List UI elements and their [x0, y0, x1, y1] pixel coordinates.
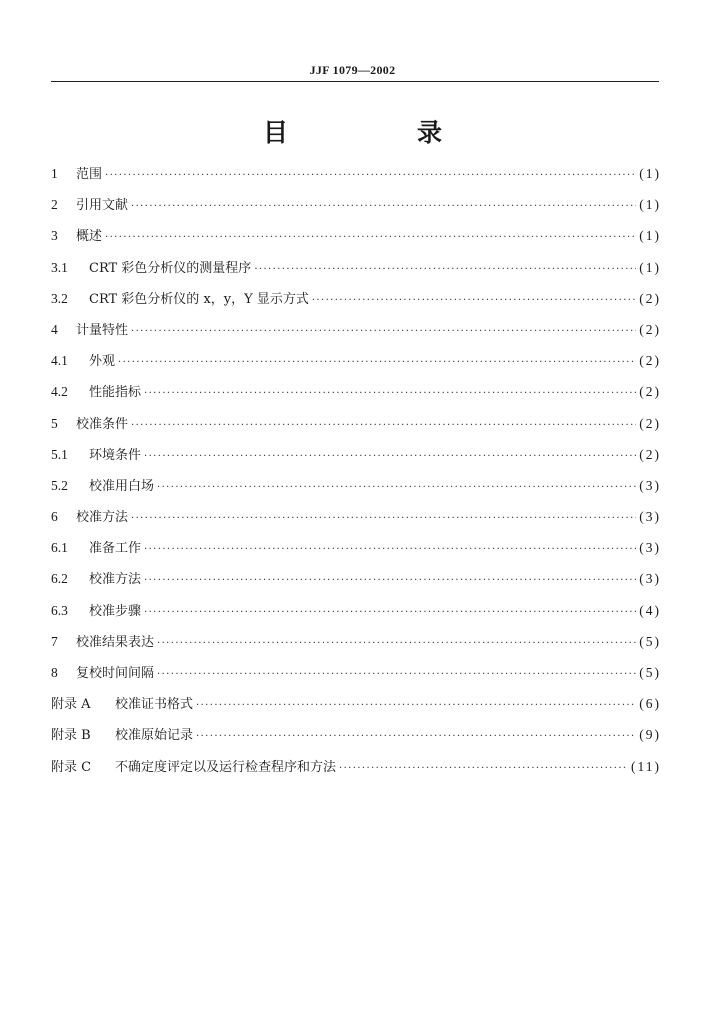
toc-label: 校准方法 [76, 510, 129, 526]
document-code: JJF 1079—2002 [309, 63, 396, 77]
toc-page: (3) [639, 509, 661, 525]
toc-entry-5-2[interactable] [51, 475, 661, 506]
toc-page: (3) [639, 477, 661, 493]
toc-number: 1 [51, 166, 58, 181]
toc-number: 附录 B [51, 728, 91, 744]
toc-page: (1) [639, 259, 661, 275]
toc-entry-3-2[interactable] [51, 288, 661, 319]
toc-entry-6-1[interactable] [51, 537, 661, 568]
toc-label: 准备工作 [89, 541, 142, 557]
toc-entry-8[interactable] [51, 662, 661, 693]
toc-page: (9) [639, 727, 661, 743]
toc-number: 3.2 [51, 290, 68, 306]
dot-leader [196, 700, 636, 711]
toc-number: 5.2 [51, 477, 68, 493]
toc-entry-6-3[interactable] [51, 600, 661, 631]
table-of-contents [51, 163, 661, 787]
toc-page: (1) [639, 166, 661, 181]
toc-number: 5.1 [51, 446, 68, 462]
page-title: 目 录 [262, 118, 494, 147]
dot-leader [144, 451, 636, 462]
dot-leader [144, 607, 636, 618]
toc-number: 4.2 [51, 384, 68, 400]
dot-leader [118, 357, 636, 368]
toc-page: (1) [639, 228, 661, 244]
toc-number: 4 [51, 321, 58, 337]
toc-label: CRT 彩色分析仪的 x，y，Y 显示方式 [89, 291, 309, 307]
toc-label: 校准条件 [76, 416, 129, 432]
toc-number: 6.1 [51, 540, 68, 556]
toc-page: (3) [639, 571, 661, 587]
toc-page: (2) [639, 446, 661, 462]
toc-entry-3-1[interactable] [51, 257, 661, 288]
toc-label: 外观 [89, 354, 116, 370]
toc-entry-5-1[interactable] [51, 444, 661, 475]
toc-number: 6.2 [51, 571, 68, 587]
toc-label: 校准方法 [89, 572, 142, 588]
toc-entry-4[interactable] [51, 319, 661, 350]
header-divider [51, 81, 659, 82]
toc-page: (2) [639, 415, 661, 431]
toc-entry-1[interactable] [51, 163, 661, 194]
toc-entry-appendix-b[interactable] [51, 724, 661, 755]
toc-number: 3 [51, 228, 58, 244]
dot-leader [339, 763, 628, 774]
toc-entry-2[interactable] [51, 194, 661, 225]
toc-entry-4-1[interactable] [51, 350, 661, 381]
toc-number: 5 [51, 415, 58, 431]
dot-leader [254, 264, 636, 275]
dot-leader [105, 170, 636, 181]
toc-entry-5[interactable] [51, 413, 661, 444]
toc-label: 范围 [76, 167, 103, 182]
dot-leader [196, 731, 636, 742]
toc-entry-6[interactable] [51, 506, 661, 537]
toc-page: (6) [639, 696, 661, 712]
dot-leader [144, 388, 636, 399]
toc-page: (2) [639, 353, 661, 369]
toc-label: 不确定度评定以及运行检查程序和方法 [115, 759, 337, 775]
dot-leader [105, 232, 636, 243]
toc-label: CRT 彩色分析仪的测量程序 [89, 260, 252, 276]
toc-number: 附录 C [51, 759, 92, 775]
toc-entry-4-2[interactable] [51, 381, 661, 412]
dot-leader [131, 420, 636, 431]
toc-entry-7[interactable] [51, 631, 661, 662]
toc-label: 校准用白场 [89, 478, 155, 494]
dot-leader [144, 544, 636, 555]
toc-page: (1) [639, 197, 661, 213]
dot-leader [131, 201, 636, 212]
toc-page: (3) [639, 540, 661, 556]
dot-leader [144, 575, 636, 586]
toc-number: 3.1 [51, 259, 68, 275]
toc-label: 校准证书格式 [115, 697, 194, 713]
dot-leader [157, 669, 636, 680]
toc-entry-appendix-a[interactable] [51, 693, 661, 724]
toc-entry-3[interactable] [51, 225, 661, 256]
dot-leader [131, 513, 636, 524]
toc-number: 2 [51, 197, 58, 213]
toc-number: 附录 A [51, 697, 91, 713]
toc-label: 性能指标 [89, 385, 142, 401]
toc-page: (11) [631, 758, 661, 774]
toc-page: (4) [639, 602, 661, 618]
toc-number: 6 [51, 509, 58, 525]
toc-number: 4.1 [51, 353, 68, 369]
dot-leader [131, 326, 636, 337]
toc-entry-6-2[interactable] [51, 568, 661, 599]
toc-label: 概述 [76, 229, 103, 245]
toc-label: 环境条件 [89, 447, 142, 463]
toc-label: 校准结果表达 [76, 634, 155, 650]
toc-page: (2) [639, 321, 661, 337]
toc-label: 校准原始记录 [115, 728, 194, 744]
dot-leader [157, 638, 636, 649]
toc-label: 复校时间间隔 [76, 666, 155, 681]
toc-page: (5) [639, 633, 661, 649]
toc-page: (5) [639, 665, 661, 680]
dot-leader [157, 482, 636, 493]
toc-number: 8 [51, 665, 58, 680]
toc-entry-appendix-c[interactable] [51, 756, 661, 787]
toc-number: 6.3 [51, 602, 68, 618]
toc-page: (2) [639, 290, 661, 306]
toc-number: 7 [51, 633, 58, 649]
toc-page: (2) [639, 384, 661, 400]
toc-label: 计量特性 [76, 322, 129, 338]
dot-leader [312, 295, 636, 306]
toc-label: 校准步骤 [89, 603, 142, 619]
toc-label: 引用文献 [76, 198, 129, 214]
